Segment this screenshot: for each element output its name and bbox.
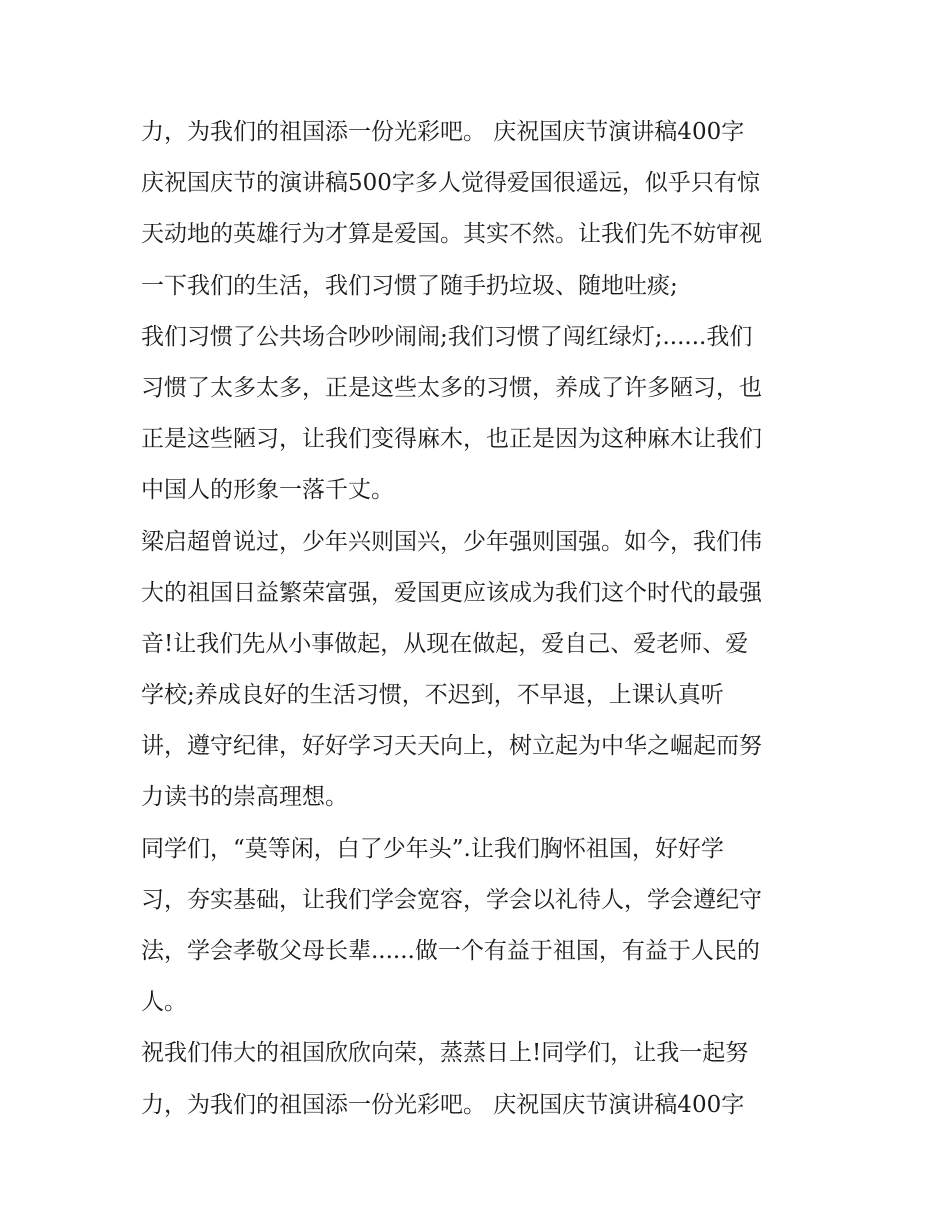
text-line: 习，夯实基础，让我们学会宽容，学会以礼待人，学会遵纪守 [141, 886, 762, 913]
text-line: 梁启超曾说过，少年兴则国兴，少年强则国强。如今，我们伟 [141, 528, 762, 555]
text-line: 音!让我们先从小事做起，从现在做起，爱自己、爱老师、爱 [141, 630, 749, 657]
document-body [141, 107, 821, 1131]
text-line: 祝我们伟大的祖国欣欣向荣，蒸蒸日上!同学们，让我一起努 [141, 1040, 749, 1067]
text-line: 力，为我们的祖国添一份光彩吧。 庆祝国庆节演讲稿400字 [141, 119, 745, 145]
text-line: 中国人的形象一落千丈。 [141, 477, 394, 504]
text-line: 大的祖国日益繁荣富强，爱国更应该成为我们这个时代的最强 [141, 579, 762, 606]
text-line: 法，学会孝敬父母长辈......做一个有益于祖国，有益于人民的 [141, 938, 760, 964]
text-line: 正是这些陋习，让我们变得麻木，也正是因为这种麻木让我们 [141, 426, 762, 453]
text-line: 同学们，“莫等闲，白了少年头”.让我们胸怀祖国，好好学 [141, 835, 724, 862]
text-line: 学校;养成良好的生活习惯，不迟到，不早退，上课认真听 [141, 682, 724, 709]
text-line: 习惯了太多太多，正是这些太多的习惯，养成了许多陋习，也 [141, 374, 762, 401]
text-line: 我们习惯了公共场合吵吵闹闹;我们习惯了闯红绿灯;......我们 [141, 323, 753, 350]
text-line: 人。 [141, 989, 187, 1016]
text-line: 力读书的崇高理想。 [141, 784, 348, 811]
text-line: 力，为我们的祖国添一份光彩吧。 庆祝国庆节演讲稿400字 [141, 1091, 745, 1118]
text-line: 庆祝国庆节的演讲稿500字多人觉得爱国很遥远，似乎只有惊 [141, 170, 760, 197]
text-line: 一下我们的生活，我们习惯了随手扔垃圾、随地吐痰; [141, 272, 678, 299]
text-line: 讲，遵守纪律，好好学习天天向上，树立起为中华之崛起而努 [141, 733, 762, 760]
text-line: 天动地的英雄行为才算是爱国。其实不然。让我们先不妨审视 [141, 221, 762, 248]
